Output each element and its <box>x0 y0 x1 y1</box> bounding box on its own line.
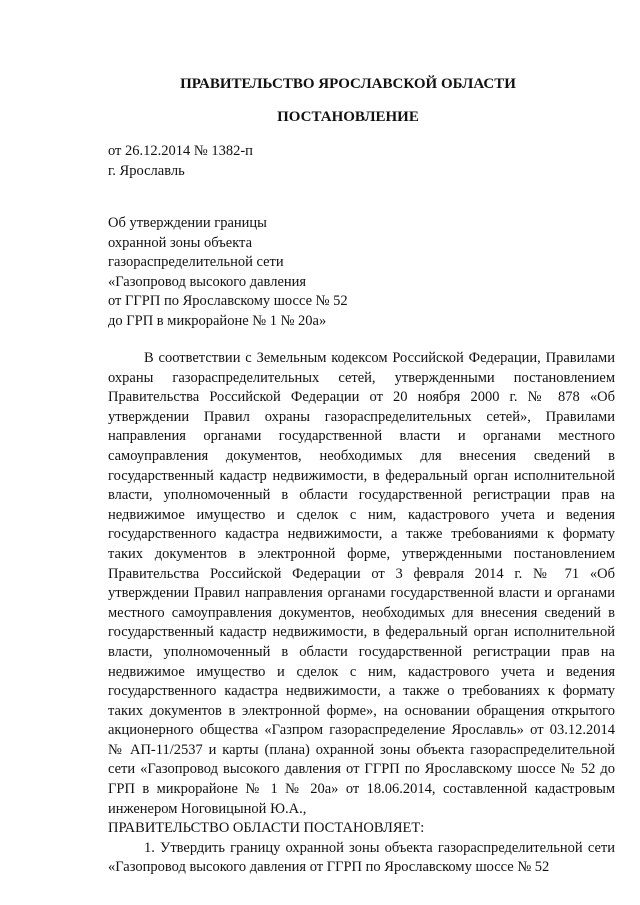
subject-line: «Газопровод высокого давления <box>108 273 307 290</box>
document-type-title: ПОСТАНОВЛЕНИЕ <box>277 109 419 125</box>
resolution-heading: ПРАВИТЕЛЬСТВО ОБЛАСТИ ПОСТАНОВЛЯЕТ: <box>108 820 425 837</box>
city: г. Ярославль <box>108 163 185 179</box>
item-1-paragraph: 1. Утвердить границу охранной зоны объекта газораспределительной сети «Газопровод высокого давления от ГГРП по Ярославскому шоссе № 52 <box>108 839 615 876</box>
government-title: ПРАВИТЕЛЬСТВО ЯРОСЛАВСКОЙ ОБЛАСТИ <box>180 76 516 92</box>
subject-line: до ГРП в микрорайоне № 1 № 20а» <box>108 312 327 329</box>
preamble-paragraph: В соответствии с Земельным кодексом Российской Федерации, Правилами охраны газораспределительных сетей, утвержденными постановлением Правительства Российской Федерации от 20 ноября 2000 г. № 878 «Об утверждении Правил охраны газораспределительных сетей», Правилами направления органами государственной власти и органами местного самоуправления документов, необходимых для внесения сведений в государственный кадастр недвижимости, в федеральный орган исполнительной власти, уполномоченный в области государственной регистрации прав на недвижимое имущество и сделок с ним, кадастрового учета и ведения государственного кадастра недвижимости, а также требованиями к формату таких документов в электронной форме, утвержденными постановлением Правительства Российской Федерации от 3 февраля 2014 г. № 71 «Об утверждении Правил направления органами государственной власти и органами местного самоуправления документов, необходимых для внесения сведений в государственный кадастр недвижимости, в федеральный орган исполнительной власти, уполномоченный в области государственной регистрации прав на недвижимое имущество и сделок с ним, кадастрового учета и ведения государственного кадастра недвижимости, а также о требованиях к формату таких документов в электронной форме», на основании обращения открытого акционерного общества «Газпром газораспределение Ярославль» от 03.12.2014 № АП-11/2537 и карты (плана) охранной зоны объекта газораспределительной сети «Газопровод высокого давления от ГГРП по Ярославскому шоссе № 52 до ГРП в микрорайоне № 1 № 20а» от 18.06.2014, составленной кадастровым инженером Ноговицыной Ю.А., <box>108 350 615 817</box>
subject-line: охранной зоны объекта <box>108 234 253 251</box>
subject-line: Об утверждении границы <box>108 215 267 231</box>
document-subject <box>108 214 408 331</box>
date-and-number: от 26.12.2014 № 1382-п <box>108 143 253 159</box>
document-body <box>108 349 615 878</box>
subject-line: газораспределительной сети <box>108 254 284 270</box>
subject-line: от ГГРП по Ярославскому шоссе № 52 <box>108 293 348 309</box>
